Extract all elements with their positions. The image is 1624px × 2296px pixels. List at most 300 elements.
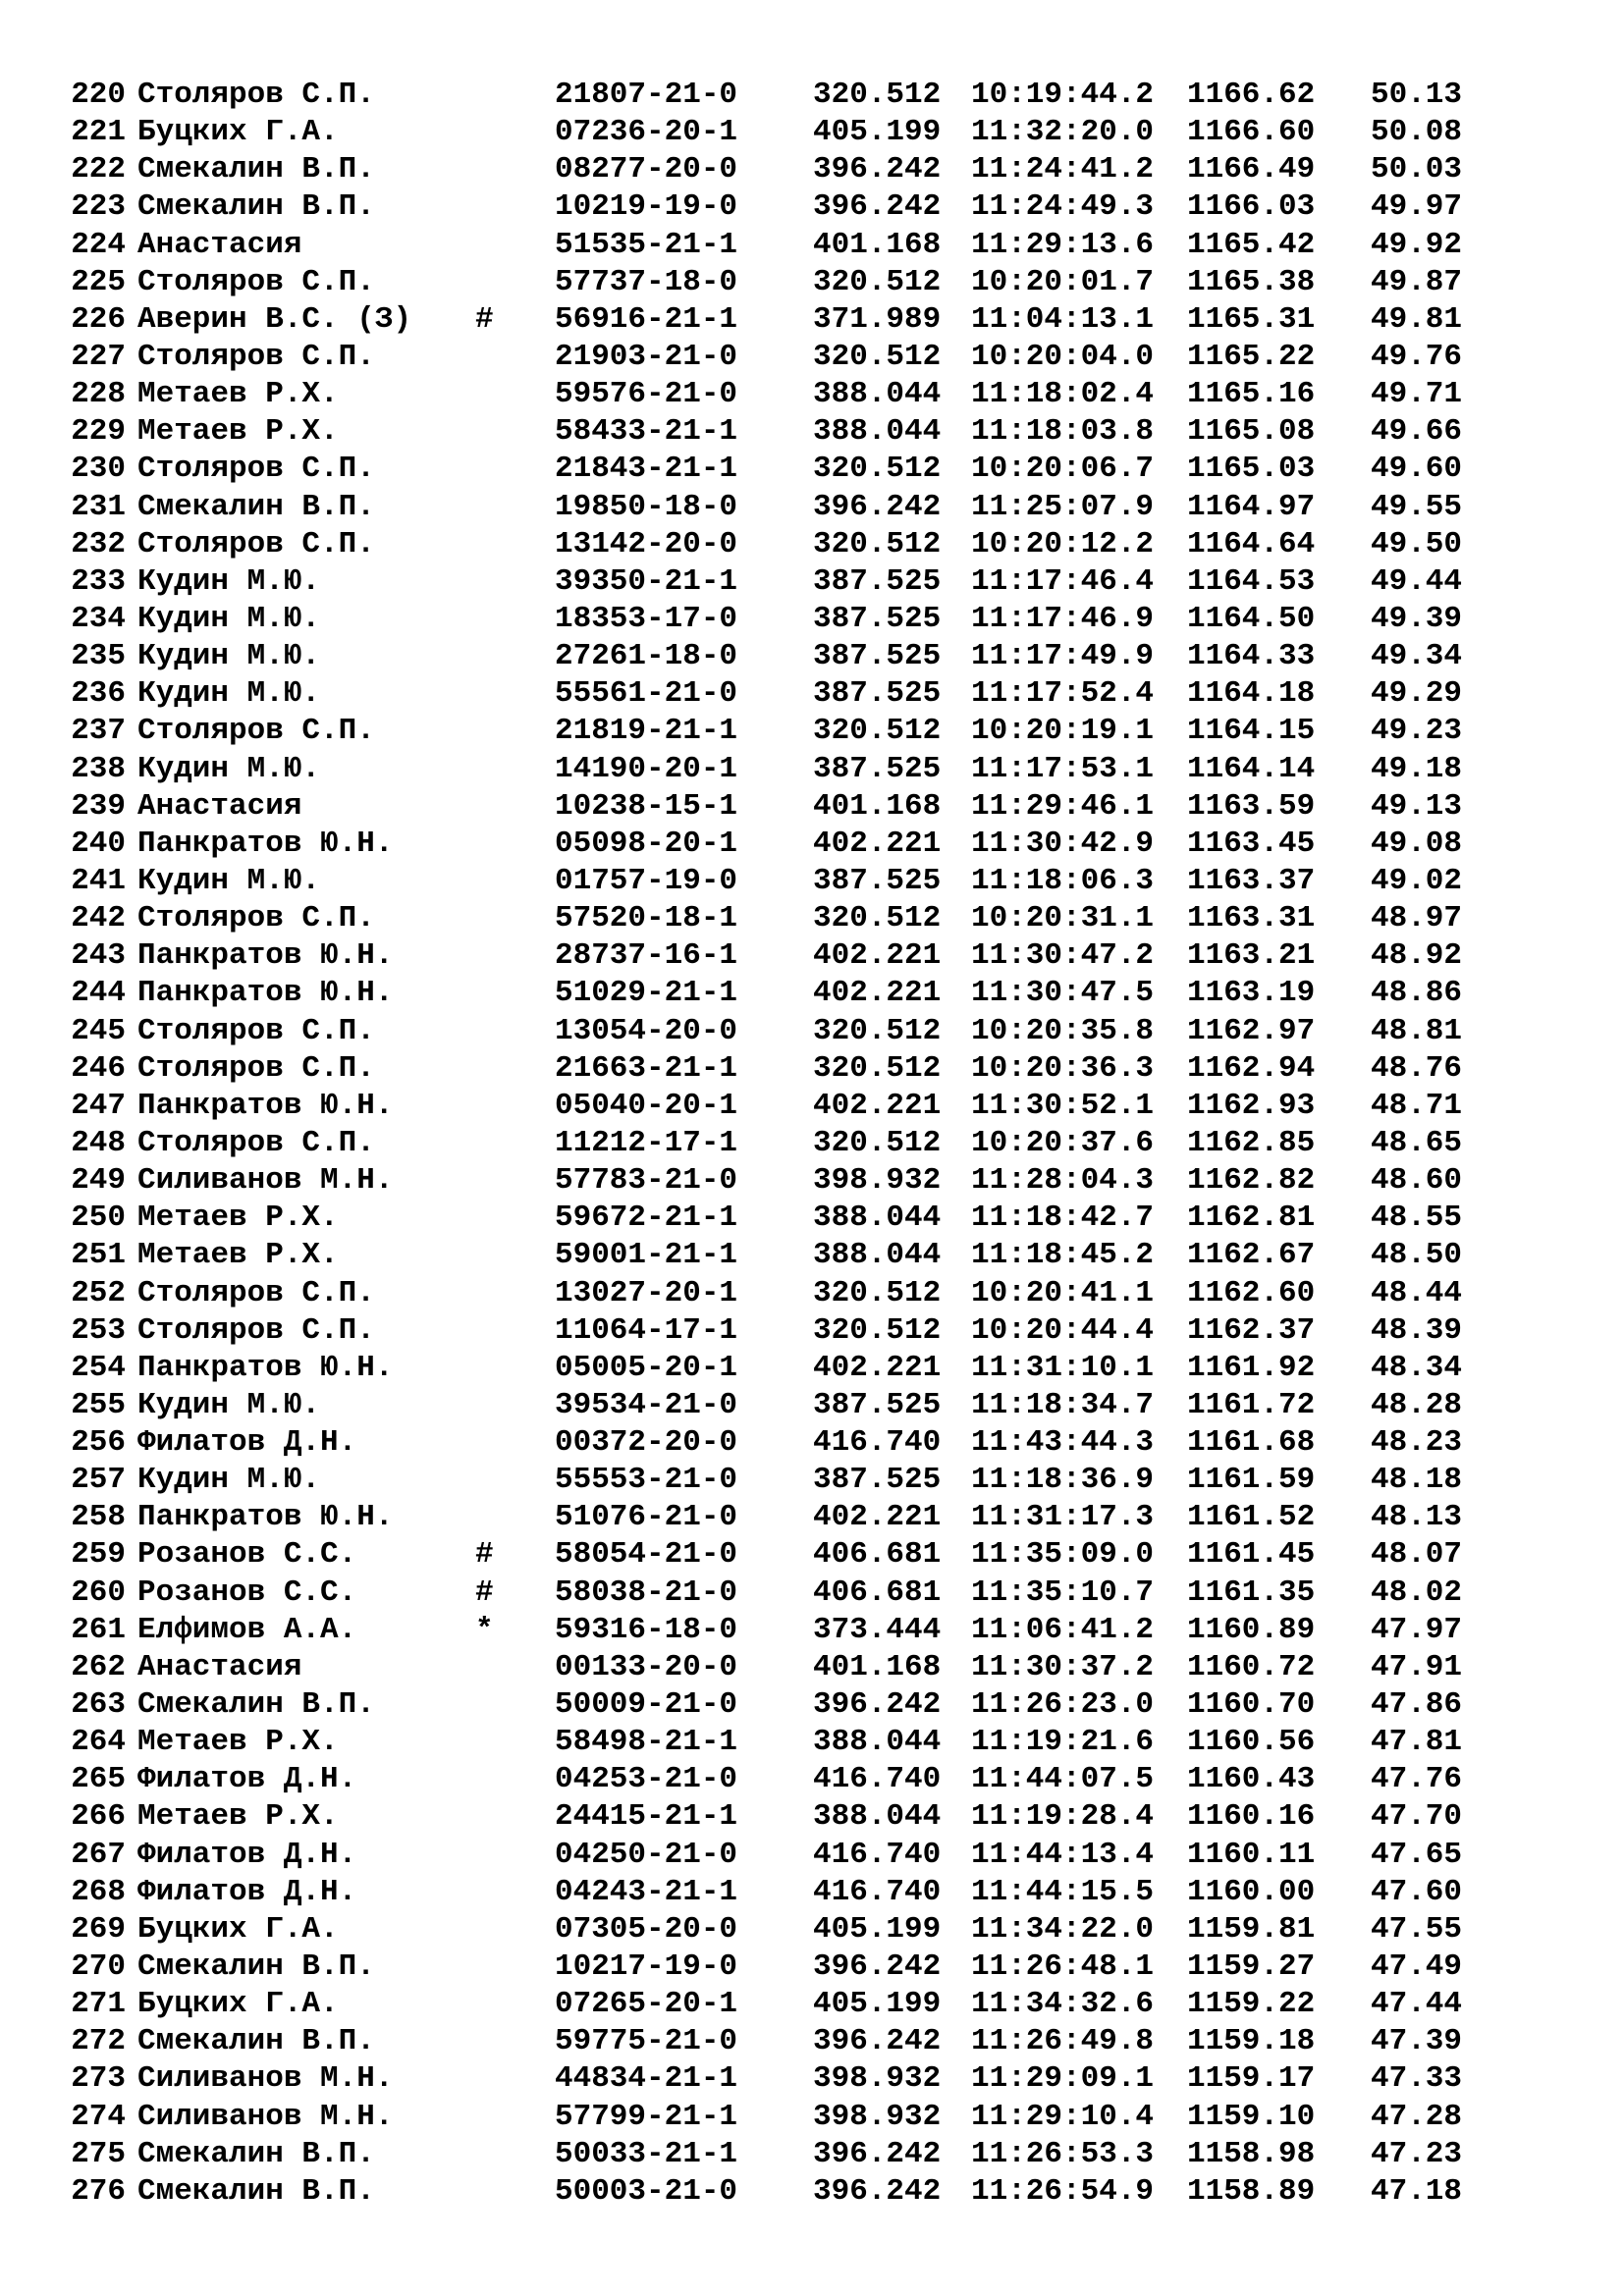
table-row bbox=[57, 975, 1569, 1012]
row-distance: 388.044 bbox=[813, 1201, 942, 1236]
row-speed: 1161.52 bbox=[1187, 1500, 1316, 1535]
table-row bbox=[57, 2099, 1569, 2136]
row-speed: 1165.42 bbox=[1187, 227, 1316, 262]
row-speed: 1158.98 bbox=[1187, 2136, 1316, 2171]
row-score: 47.39 bbox=[1371, 2024, 1463, 2059]
row-distance: 402.221 bbox=[813, 1088, 942, 1123]
row-place: 261 bbox=[71, 1612, 126, 1647]
row-score: 49.18 bbox=[1371, 751, 1463, 786]
row-distance: 320.512 bbox=[813, 901, 942, 936]
row-distance: 388.044 bbox=[813, 414, 942, 450]
row-ring-number: 58054-21-0 bbox=[555, 1537, 738, 1573]
row-speed: 1164.14 bbox=[1187, 751, 1316, 786]
row-ring-number: 01757-19-0 bbox=[555, 863, 738, 898]
row-speed: 1166.03 bbox=[1187, 189, 1316, 225]
row-name: Столяров С.П. bbox=[137, 339, 375, 374]
row-distance: 320.512 bbox=[813, 452, 942, 487]
row-speed: 1165.22 bbox=[1187, 339, 1316, 374]
row-mark: # bbox=[475, 1537, 494, 1573]
row-ring-number: 50009-21-0 bbox=[555, 1687, 738, 1723]
row-distance: 416.740 bbox=[813, 1874, 942, 1909]
row-arrival-time: 11:26:48.1 bbox=[971, 1949, 1155, 1985]
row-speed: 1160.16 bbox=[1187, 1799, 1316, 1835]
row-name: Столяров С.П. bbox=[137, 452, 375, 487]
table-row bbox=[57, 1798, 1569, 1836]
row-speed: 1162.94 bbox=[1187, 1050, 1316, 1086]
row-arrival-time: 11:18:42.7 bbox=[971, 1201, 1155, 1236]
row-place: 245 bbox=[71, 1013, 126, 1048]
row-speed: 1166.60 bbox=[1187, 115, 1316, 150]
row-arrival-time: 11:06:41.2 bbox=[971, 1612, 1155, 1647]
table-row bbox=[57, 264, 1569, 301]
row-speed: 1164.53 bbox=[1187, 563, 1316, 599]
row-distance: 388.044 bbox=[813, 1725, 942, 1760]
table-row bbox=[57, 1686, 1569, 1724]
row-score: 48.81 bbox=[1371, 1013, 1463, 1048]
row-speed: 1160.72 bbox=[1187, 1649, 1316, 1684]
row-place: 231 bbox=[71, 489, 126, 524]
row-distance: 402.221 bbox=[813, 826, 942, 861]
table-row bbox=[57, 1088, 1569, 1125]
row-name: Силиванов М.Н. bbox=[137, 2061, 394, 2097]
row-arrival-time: 11:18:34.7 bbox=[971, 1387, 1155, 1422]
row-distance: 406.681 bbox=[813, 1537, 942, 1573]
row-name: Буцких Г.А. bbox=[137, 1987, 339, 2022]
row-arrival-time: 11:35:09.0 bbox=[971, 1537, 1155, 1573]
row-place: 274 bbox=[71, 2099, 126, 2134]
row-place: 236 bbox=[71, 676, 126, 712]
row-distance: 387.525 bbox=[813, 1463, 942, 1498]
row-place: 262 bbox=[71, 1649, 126, 1684]
row-distance: 387.525 bbox=[813, 751, 942, 786]
row-ring-number: 39350-21-1 bbox=[555, 563, 738, 599]
row-speed: 1164.64 bbox=[1187, 526, 1316, 561]
row-speed: 1163.31 bbox=[1187, 901, 1316, 936]
row-distance: 396.242 bbox=[813, 189, 942, 225]
table-row bbox=[57, 301, 1569, 339]
row-name: Анастасия bbox=[137, 788, 302, 824]
table-row bbox=[57, 563, 1569, 601]
table-row bbox=[57, 638, 1569, 675]
table-row bbox=[57, 751, 1569, 788]
row-place: 265 bbox=[71, 1762, 126, 1797]
table-row bbox=[57, 1350, 1569, 1387]
row-speed: 1163.37 bbox=[1187, 863, 1316, 898]
row-mark: * bbox=[475, 1612, 494, 1647]
row-speed: 1161.92 bbox=[1187, 1350, 1316, 1385]
row-place: 272 bbox=[71, 2024, 126, 2059]
row-ring-number: 10217-19-0 bbox=[555, 1949, 738, 1985]
row-place: 267 bbox=[71, 1837, 126, 1872]
row-arrival-time: 11:30:42.9 bbox=[971, 826, 1155, 861]
row-name: Столяров С.П. bbox=[137, 1050, 375, 1086]
row-score: 49.71 bbox=[1371, 377, 1463, 412]
table-row bbox=[57, 2136, 1569, 2173]
row-ring-number: 21819-21-1 bbox=[555, 714, 738, 749]
row-name: Панкратов Ю.Н. bbox=[137, 1500, 394, 1535]
row-arrival-time: 11:26:49.8 bbox=[971, 2024, 1155, 2059]
table-row bbox=[57, 1462, 1569, 1499]
row-arrival-time: 11:19:28.4 bbox=[971, 1799, 1155, 1835]
row-arrival-time: 11:25:07.9 bbox=[971, 489, 1155, 524]
row-place: 243 bbox=[71, 938, 126, 974]
table-row bbox=[57, 1312, 1569, 1350]
row-arrival-time: 11:29:13.6 bbox=[971, 227, 1155, 262]
row-speed: 1162.97 bbox=[1187, 1013, 1316, 1048]
row-score: 48.65 bbox=[1371, 1125, 1463, 1160]
row-score: 49.97 bbox=[1371, 189, 1463, 225]
row-ring-number: 05005-20-1 bbox=[555, 1350, 738, 1385]
table-row bbox=[57, 1536, 1569, 1574]
row-score: 49.55 bbox=[1371, 489, 1463, 524]
row-name: Буцких Г.А. bbox=[137, 115, 339, 150]
row-arrival-time: 11:17:46.9 bbox=[971, 601, 1155, 636]
row-name: Кудин М.Ю. bbox=[137, 751, 321, 786]
row-distance: 401.168 bbox=[813, 1649, 942, 1684]
row-place: 230 bbox=[71, 452, 126, 487]
row-arrival-time: 11:44:15.5 bbox=[971, 1874, 1155, 1909]
row-place: 242 bbox=[71, 901, 126, 936]
row-score: 49.29 bbox=[1371, 676, 1463, 712]
row-place: 251 bbox=[71, 1238, 126, 1273]
row-speed: 1159.81 bbox=[1187, 1911, 1316, 1947]
row-name: Панкратов Ю.Н. bbox=[137, 938, 394, 974]
row-distance: 402.221 bbox=[813, 1350, 942, 1385]
row-mark: # bbox=[475, 301, 494, 337]
row-score: 49.44 bbox=[1371, 563, 1463, 599]
row-arrival-time: 11:26:53.3 bbox=[971, 2136, 1155, 2171]
row-place: 221 bbox=[71, 115, 126, 150]
table-row bbox=[57, 1499, 1569, 1536]
table-row bbox=[57, 77, 1569, 114]
row-score: 49.66 bbox=[1371, 414, 1463, 450]
row-ring-number: 11064-17-1 bbox=[555, 1312, 738, 1348]
row-ring-number: 18353-17-0 bbox=[555, 601, 738, 636]
row-place: 268 bbox=[71, 1874, 126, 1909]
row-score: 49.50 bbox=[1371, 526, 1463, 561]
row-distance: 320.512 bbox=[813, 714, 942, 749]
row-distance: 387.525 bbox=[813, 601, 942, 636]
table-row bbox=[57, 601, 1569, 638]
row-distance: 388.044 bbox=[813, 1799, 942, 1835]
row-arrival-time: 11:29:09.1 bbox=[971, 2061, 1155, 2097]
row-distance: 402.221 bbox=[813, 938, 942, 974]
row-place: 247 bbox=[71, 1088, 126, 1123]
row-distance: 405.199 bbox=[813, 1987, 942, 2022]
row-distance: 373.444 bbox=[813, 1612, 942, 1647]
row-ring-number: 13142-20-0 bbox=[555, 526, 738, 561]
row-ring-number: 59775-21-0 bbox=[555, 2024, 738, 2059]
row-score: 47.76 bbox=[1371, 1762, 1463, 1797]
row-speed: 1164.18 bbox=[1187, 676, 1316, 712]
row-name: Столяров С.П. bbox=[137, 78, 375, 112]
row-distance: 387.525 bbox=[813, 863, 942, 898]
row-arrival-time: 10:20:44.4 bbox=[971, 1312, 1155, 1348]
row-speed: 1162.37 bbox=[1187, 1312, 1316, 1348]
row-name: Филатов Д.Н. bbox=[137, 1837, 357, 1872]
table-row bbox=[57, 1050, 1569, 1088]
row-score: 48.86 bbox=[1371, 976, 1463, 1011]
row-distance: 406.681 bbox=[813, 1575, 942, 1610]
row-score: 49.34 bbox=[1371, 639, 1463, 674]
row-place: 241 bbox=[71, 863, 126, 898]
table-row bbox=[57, 489, 1569, 526]
row-name: Столяров С.П. bbox=[137, 714, 375, 749]
row-distance: 396.242 bbox=[813, 489, 942, 524]
row-arrival-time: 11:31:17.3 bbox=[971, 1500, 1155, 1535]
table-row bbox=[57, 863, 1569, 900]
row-name: Кудин М.Ю. bbox=[137, 639, 321, 674]
row-score: 48.60 bbox=[1371, 1163, 1463, 1199]
row-place: 254 bbox=[71, 1350, 126, 1385]
row-distance: 396.242 bbox=[813, 2173, 942, 2209]
row-name: Столяров С.П. bbox=[137, 1312, 375, 1348]
row-distance: 320.512 bbox=[813, 1013, 942, 1048]
row-speed: 1165.31 bbox=[1187, 301, 1316, 337]
row-speed: 1162.81 bbox=[1187, 1201, 1316, 1236]
row-place: 237 bbox=[71, 714, 126, 749]
row-name: Смекалин В.П. bbox=[137, 489, 375, 524]
table-row bbox=[57, 1125, 1569, 1162]
row-score: 47.55 bbox=[1371, 1911, 1463, 1947]
row-place: 238 bbox=[71, 751, 126, 786]
table-row bbox=[57, 526, 1569, 563]
table-row bbox=[57, 376, 1569, 413]
row-arrival-time: 11:04:13.1 bbox=[971, 301, 1155, 337]
row-arrival-time: 11:31:10.1 bbox=[971, 1350, 1155, 1385]
row-place: 257 bbox=[71, 1463, 126, 1498]
table-row bbox=[57, 1761, 1569, 1798]
row-distance: 320.512 bbox=[813, 339, 942, 374]
row-place: 253 bbox=[71, 1312, 126, 1348]
table-row bbox=[57, 1949, 1569, 1986]
row-ring-number: 57520-18-1 bbox=[555, 901, 738, 936]
row-distance: 388.044 bbox=[813, 377, 942, 412]
row-place: 246 bbox=[71, 1050, 126, 1086]
table-row bbox=[57, 826, 1569, 863]
row-score: 48.55 bbox=[1371, 1201, 1463, 1236]
row-name: Буцких Г.А. bbox=[137, 1911, 339, 1947]
row-place: 225 bbox=[71, 264, 126, 299]
row-ring-number: 55553-21-0 bbox=[555, 1463, 738, 1498]
row-arrival-time: 11:26:54.9 bbox=[971, 2173, 1155, 2209]
row-place: 220 bbox=[71, 78, 126, 112]
row-speed: 1162.93 bbox=[1187, 1088, 1316, 1123]
row-score: 48.28 bbox=[1371, 1387, 1463, 1422]
row-distance: 320.512 bbox=[813, 1275, 942, 1310]
row-distance: 320.512 bbox=[813, 526, 942, 561]
row-place: 269 bbox=[71, 1911, 126, 1947]
table-row bbox=[57, 227, 1569, 264]
row-speed: 1163.21 bbox=[1187, 938, 1316, 974]
table-row bbox=[57, 1911, 1569, 1949]
table-row bbox=[57, 1837, 1569, 1874]
row-place: 273 bbox=[71, 2061, 126, 2097]
row-place: 249 bbox=[71, 1163, 126, 1199]
table-row bbox=[57, 900, 1569, 937]
row-place: 259 bbox=[71, 1537, 126, 1573]
row-score: 50.03 bbox=[1371, 152, 1463, 187]
row-distance: 398.932 bbox=[813, 1163, 942, 1199]
table-row bbox=[57, 1162, 1569, 1200]
table-row bbox=[57, 1612, 1569, 1649]
row-ring-number: 58038-21-0 bbox=[555, 1575, 738, 1610]
row-ring-number: 21903-21-0 bbox=[555, 339, 738, 374]
table-row bbox=[57, 1424, 1569, 1462]
row-speed: 1165.03 bbox=[1187, 452, 1316, 487]
row-distance: 401.168 bbox=[813, 788, 942, 824]
row-ring-number: 56916-21-1 bbox=[555, 301, 738, 337]
row-ring-number: 24415-21-1 bbox=[555, 1799, 738, 1835]
row-arrival-time: 10:20:36.3 bbox=[971, 1050, 1155, 1086]
row-name: Метаев Р.Х. bbox=[137, 1725, 339, 1760]
row-arrival-time: 11:30:47.2 bbox=[971, 938, 1155, 974]
row-place: 266 bbox=[71, 1799, 126, 1835]
row-name: Кудин М.Ю. bbox=[137, 863, 321, 898]
row-score: 49.02 bbox=[1371, 863, 1463, 898]
row-name: Анастасия bbox=[137, 1649, 302, 1684]
row-score: 49.13 bbox=[1371, 788, 1463, 824]
row-arrival-time: 11:30:37.2 bbox=[971, 1649, 1155, 1684]
row-name: Кудин М.Ю. bbox=[137, 1387, 321, 1422]
row-ring-number: 44834-21-1 bbox=[555, 2061, 738, 2097]
row-name: Смекалин В.П. bbox=[137, 189, 375, 225]
results-table bbox=[57, 77, 1569, 2211]
row-place: 255 bbox=[71, 1387, 126, 1422]
row-place: 235 bbox=[71, 639, 126, 674]
table-row bbox=[57, 2023, 1569, 2060]
row-ring-number: 58433-21-1 bbox=[555, 414, 738, 450]
row-arrival-time: 10:20:37.6 bbox=[971, 1125, 1155, 1160]
row-distance: 396.242 bbox=[813, 1687, 942, 1723]
row-ring-number: 04250-21-0 bbox=[555, 1837, 738, 1872]
row-name: Метаев Р.Х. bbox=[137, 1799, 339, 1835]
row-name: Кудин М.Ю. bbox=[137, 563, 321, 599]
row-distance: 416.740 bbox=[813, 1425, 942, 1461]
row-distance: 396.242 bbox=[813, 2024, 942, 2059]
row-ring-number: 04243-21-1 bbox=[555, 1874, 738, 1909]
row-arrival-time: 10:19:44.2 bbox=[971, 78, 1155, 112]
row-place: 248 bbox=[71, 1125, 126, 1160]
row-score: 48.50 bbox=[1371, 1238, 1463, 1273]
row-ring-number: 51535-21-1 bbox=[555, 227, 738, 262]
row-speed: 1165.16 bbox=[1187, 377, 1316, 412]
row-place: 271 bbox=[71, 1987, 126, 2022]
row-score: 49.81 bbox=[1371, 301, 1463, 337]
row-ring-number: 10219-19-0 bbox=[555, 189, 738, 225]
row-score: 48.02 bbox=[1371, 1575, 1463, 1610]
table-row bbox=[57, 1200, 1569, 1237]
row-speed: 1165.08 bbox=[1187, 414, 1316, 450]
row-ring-number: 07265-20-1 bbox=[555, 1987, 738, 2022]
row-ring-number: 04253-21-0 bbox=[555, 1762, 738, 1797]
row-ring-number: 00133-20-0 bbox=[555, 1649, 738, 1684]
row-ring-number: 13054-20-0 bbox=[555, 1013, 738, 1048]
row-score: 47.33 bbox=[1371, 2061, 1463, 2097]
row-arrival-time: 11:26:23.0 bbox=[971, 1687, 1155, 1723]
row-ring-number: 19850-18-0 bbox=[555, 489, 738, 524]
row-score: 47.86 bbox=[1371, 1687, 1463, 1723]
row-name: Панкратов Ю.Н. bbox=[137, 976, 394, 1011]
row-distance: 371.989 bbox=[813, 301, 942, 337]
row-name: Смекалин В.П. bbox=[137, 152, 375, 187]
row-arrival-time: 10:20:31.1 bbox=[971, 901, 1155, 936]
row-speed: 1159.17 bbox=[1187, 2061, 1316, 2097]
row-name: Столяров С.П. bbox=[137, 901, 375, 936]
row-name: Розанов С.С. bbox=[137, 1575, 357, 1610]
row-distance: 320.512 bbox=[813, 1050, 942, 1086]
row-distance: 402.221 bbox=[813, 976, 942, 1011]
row-arrival-time: 10:20:19.1 bbox=[971, 714, 1155, 749]
table-row bbox=[57, 114, 1569, 151]
row-name: Столяров С.П. bbox=[137, 1013, 375, 1048]
table-row bbox=[57, 1275, 1569, 1312]
row-distance: 396.242 bbox=[813, 2136, 942, 2171]
row-distance: 416.740 bbox=[813, 1762, 942, 1797]
row-ring-number: 21843-21-1 bbox=[555, 452, 738, 487]
row-place: 228 bbox=[71, 377, 126, 412]
row-ring-number: 13027-20-1 bbox=[555, 1275, 738, 1310]
row-arrival-time: 10:20:06.7 bbox=[971, 452, 1155, 487]
row-place: 229 bbox=[71, 414, 126, 450]
row-place: 275 bbox=[71, 2136, 126, 2171]
row-speed: 1160.70 bbox=[1187, 1687, 1316, 1723]
row-score: 48.71 bbox=[1371, 1088, 1463, 1123]
table-row bbox=[57, 1013, 1569, 1050]
row-arrival-time: 11:18:03.8 bbox=[971, 414, 1155, 450]
row-score: 49.08 bbox=[1371, 826, 1463, 861]
row-place: 276 bbox=[71, 2173, 126, 2209]
row-speed: 1160.43 bbox=[1187, 1762, 1316, 1797]
row-ring-number: 59672-21-1 bbox=[555, 1201, 738, 1236]
row-name: Столяров С.П. bbox=[137, 264, 375, 299]
row-score: 49.39 bbox=[1371, 601, 1463, 636]
row-speed: 1159.27 bbox=[1187, 1949, 1316, 1985]
row-name: Розанов С.С. bbox=[137, 1537, 357, 1573]
row-arrival-time: 11:17:49.9 bbox=[971, 639, 1155, 674]
row-place: 250 bbox=[71, 1201, 126, 1236]
row-ring-number: 57737-18-0 bbox=[555, 264, 738, 299]
row-place: 264 bbox=[71, 1725, 126, 1760]
row-score: 48.76 bbox=[1371, 1050, 1463, 1086]
row-distance: 387.525 bbox=[813, 676, 942, 712]
table-row bbox=[57, 937, 1569, 975]
row-mark: # bbox=[475, 1575, 494, 1610]
row-ring-number: 51076-21-0 bbox=[555, 1500, 738, 1535]
row-ring-number: 14190-20-1 bbox=[555, 751, 738, 786]
row-distance: 405.199 bbox=[813, 1911, 942, 1947]
row-place: 270 bbox=[71, 1949, 126, 1985]
row-distance: 405.199 bbox=[813, 115, 942, 150]
row-ring-number: 59001-21-1 bbox=[555, 1238, 738, 1273]
row-score: 48.07 bbox=[1371, 1537, 1463, 1573]
row-score: 47.65 bbox=[1371, 1837, 1463, 1872]
row-speed: 1159.10 bbox=[1187, 2099, 1316, 2134]
row-name: Филатов Д.Н. bbox=[137, 1874, 357, 1909]
row-arrival-time: 10:20:35.8 bbox=[971, 1013, 1155, 1048]
row-name: Смекалин В.П. bbox=[137, 2173, 375, 2209]
row-arrival-time: 11:44:07.5 bbox=[971, 1762, 1155, 1797]
row-name: Метаев Р.Х. bbox=[137, 1201, 339, 1236]
row-ring-number: 28737-16-1 bbox=[555, 938, 738, 974]
row-score: 50.08 bbox=[1371, 115, 1463, 150]
row-name: Столяров С.П. bbox=[137, 526, 375, 561]
row-speed: 1161.45 bbox=[1187, 1537, 1316, 1573]
row-speed: 1164.15 bbox=[1187, 714, 1316, 749]
row-ring-number: 05098-20-1 bbox=[555, 826, 738, 861]
row-distance: 402.221 bbox=[813, 1500, 942, 1535]
row-speed: 1161.72 bbox=[1187, 1387, 1316, 1422]
